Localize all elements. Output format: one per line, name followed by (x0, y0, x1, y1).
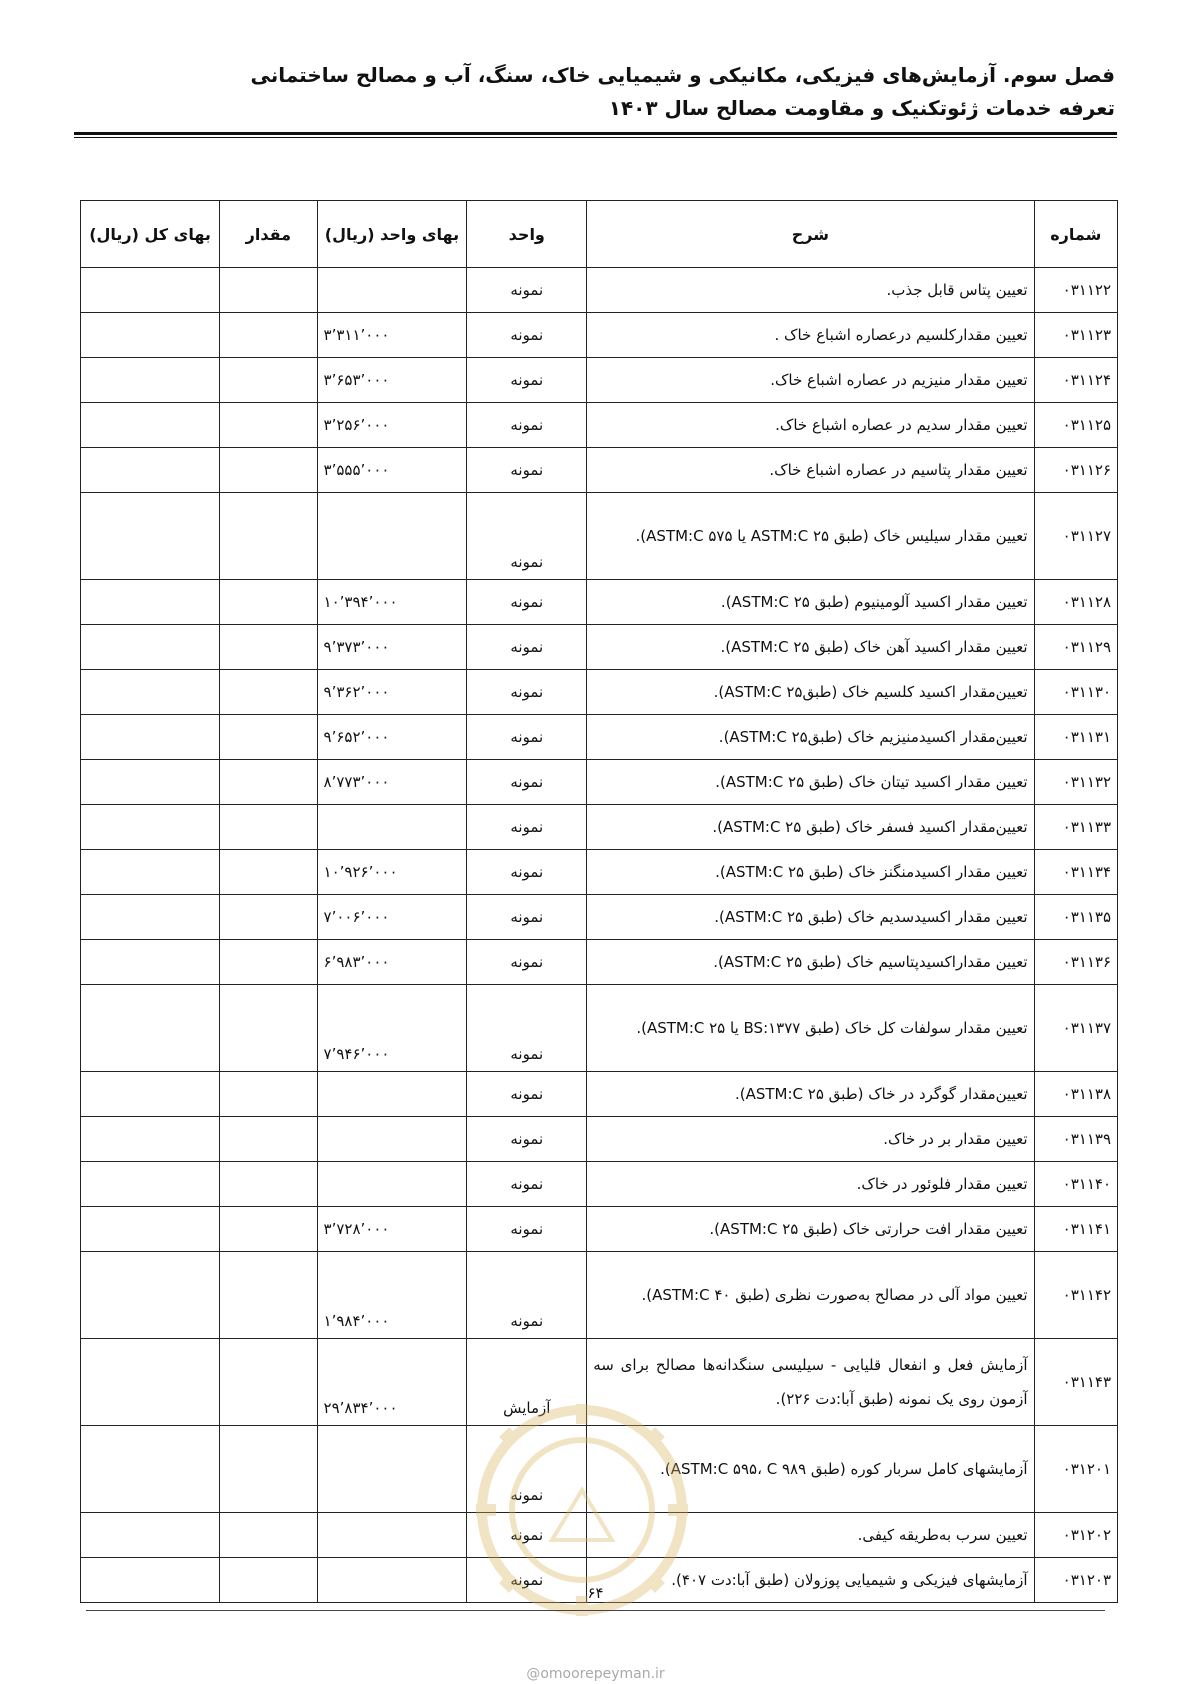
row-unit-price: ۹٬۶۵۲٬۰۰۰ (317, 715, 467, 760)
row-unit-price: ۹٬۳۷۳٬۰۰۰ (317, 625, 467, 670)
col-header-code: شماره (1034, 201, 1117, 268)
table-row (81, 1207, 1118, 1252)
table-row (81, 268, 1118, 313)
row-quantity (220, 1513, 317, 1558)
table-row (81, 715, 1118, 760)
row-unit-price: ۷٬۹۴۶٬۰۰۰ (317, 985, 467, 1072)
row-code: ۰۳۱۱۳۱ (1034, 715, 1117, 760)
row-code: ۰۳۱۱۲۲ (1034, 268, 1117, 313)
row-description: تعیین مواد آلی در مصالح به‌صورت نظری (طبق ASTM:C ۴۰). (587, 1252, 1034, 1339)
row-total (81, 493, 220, 580)
page-number: ۶۴ (587, 1584, 604, 1602)
chapter-title: فصل سوم. آزمایش‌های فیزیکی، مکانیکی و شیمیایی خاک، سنگ، آب و مصالح ساختمانی (250, 63, 1115, 87)
row-total (81, 313, 220, 358)
row-quantity (220, 448, 317, 493)
row-unit-price (317, 1426, 467, 1513)
table-row (81, 805, 1118, 850)
row-unit: نمونه (467, 268, 587, 313)
row-quantity (220, 805, 317, 850)
table-row (81, 985, 1118, 1072)
row-code: ۰۳۱۲۰۲ (1034, 1513, 1117, 1558)
row-quantity (220, 940, 317, 985)
row-total (81, 1162, 220, 1207)
row-total (81, 805, 220, 850)
row-quantity (220, 670, 317, 715)
watermark-site: @omoorepeyman.ir (526, 1666, 665, 1682)
table-row (81, 358, 1118, 403)
row-total (81, 985, 220, 1072)
row-unit-price: ۳٬۶۵۳٬۰۰۰ (317, 358, 467, 403)
row-unit: آزمایش (467, 1339, 587, 1426)
row-quantity (220, 1072, 317, 1117)
row-code: ۰۳۱۱۲۷ (1034, 493, 1117, 580)
row-quantity (220, 985, 317, 1072)
table-row (81, 1117, 1118, 1162)
row-code: ۰۳۱۱۳۳ (1034, 805, 1117, 850)
tariff-table (80, 200, 1118, 1603)
row-total (81, 850, 220, 895)
row-description: تعیین مقدارکلسیم درعصاره اشباع خاک . (587, 313, 1034, 358)
row-unit-price: ۹٬۳۶۲٬۰۰۰ (317, 670, 467, 715)
header-rule-thick (74, 132, 1117, 135)
row-code: ۰۳۱۱۲۹ (1034, 625, 1117, 670)
row-code: ۰۳۱۱۲۸ (1034, 580, 1117, 625)
row-total (81, 1339, 220, 1426)
row-code: ۰۳۱۱۳۰ (1034, 670, 1117, 715)
row-unit-price: ۱۰٬۹۲۶٬۰۰۰ (317, 850, 467, 895)
row-unit: نمونه (467, 1513, 587, 1558)
table-row (81, 625, 1118, 670)
row-quantity (220, 625, 317, 670)
table-row (81, 448, 1118, 493)
row-quantity (220, 268, 317, 313)
table-row (81, 940, 1118, 985)
row-unit: نمونه (467, 850, 587, 895)
row-unit-price: ۱۰٬۳۹۴٬۰۰۰ (317, 580, 467, 625)
row-unit: نمونه (467, 760, 587, 805)
row-description: آزمایشهای کامل سربار کوره (طبق ASTM:C ۵۹۵، C ۹۸۹). (587, 1426, 1034, 1513)
row-quantity (220, 760, 317, 805)
row-unit: نمونه (467, 670, 587, 715)
row-code: ۰۳۱۲۰۱ (1034, 1426, 1117, 1513)
row-code: ۰۳۱۱۳۷ (1034, 985, 1117, 1072)
row-total (81, 268, 220, 313)
row-code: ۰۳۱۱۳۹ (1034, 1117, 1117, 1162)
row-total (81, 358, 220, 403)
row-unit-price (317, 1072, 467, 1117)
row-quantity (220, 1207, 317, 1252)
tariff-title: تعرفه خدمات ژئوتکنیک و مقاومت مصالح سال ۱۴۰۳ (608, 96, 1115, 120)
row-quantity (220, 1339, 317, 1426)
row-unit-price (317, 1513, 467, 1558)
row-unit: نمونه (467, 313, 587, 358)
row-quantity (220, 580, 317, 625)
table-row (81, 403, 1118, 448)
row-unit: نمونه (467, 403, 587, 448)
row-description: تعیین پتاس قابل جذب. (587, 268, 1034, 313)
row-description: تعیین سرب به‌طریقه کیفی. (587, 1513, 1034, 1558)
row-total (81, 1426, 220, 1513)
header-rule-thin (74, 137, 1117, 138)
table-row (81, 1162, 1118, 1207)
row-code: ۰۳۱۱۴۳ (1034, 1339, 1117, 1426)
row-total (81, 940, 220, 985)
row-unit-price: ۳٬۳۱۱٬۰۰۰ (317, 313, 467, 358)
row-unit: نمونه (467, 1558, 587, 1603)
row-unit-price: ۷٬۰۰۶٬۰۰۰ (317, 895, 467, 940)
table-row (81, 670, 1118, 715)
row-unit-price: ۳٬۷۲۸٬۰۰۰ (317, 1207, 467, 1252)
row-description: تعیین‌مقدار اکسید کلسیم خاک (طبق‌ASTM:C ۲۵). (587, 670, 1034, 715)
row-unit: نمونه (467, 1162, 587, 1207)
row-total (81, 1117, 220, 1162)
row-total (81, 760, 220, 805)
row-code: ۰۳۱۱۲۳ (1034, 313, 1117, 358)
row-quantity (220, 358, 317, 403)
row-total (81, 895, 220, 940)
row-code: ۰۳۱۱۳۶ (1034, 940, 1117, 985)
row-unit: نمونه (467, 625, 587, 670)
table-row (81, 895, 1118, 940)
row-code: ۰۳۱۱۴۲ (1034, 1252, 1117, 1339)
row-unit-price (317, 1117, 467, 1162)
row-total (81, 403, 220, 448)
row-description: تعیین مقدار سولفات کل خاک (طبق BS:۱۳۷۷ یا ASTM:C ۲۵). (587, 985, 1034, 1072)
col-header-total: بهای کل (ریال) (81, 201, 220, 268)
row-unit-price: ۶٬۹۸۳٬۰۰۰ (317, 940, 467, 985)
row-unit-price: ۸٬۷۷۳٬۰۰۰ (317, 760, 467, 805)
row-description: تعیین‌مقدار اکسیدمنیزیم خاک (طبق‌ASTM:C ۲۵). (587, 715, 1034, 760)
row-code: ۰۳۱۲۰۳ (1034, 1558, 1117, 1603)
col-header-unit-price: بهای واحد (ریال) (317, 201, 467, 268)
row-code: ۰۳۱۱۲۵ (1034, 403, 1117, 448)
table-row (81, 1252, 1118, 1339)
row-code: ۰۳۱۱۳۵ (1034, 895, 1117, 940)
row-total (81, 670, 220, 715)
row-unit: نمونه (467, 1072, 587, 1117)
row-description: تعیین مقدار اکسید آلومینیوم (طبق ASTM:C ۲۵). (587, 580, 1034, 625)
row-description: تعیین مقدار منیزیم در عصاره اشباع خاک. (587, 358, 1034, 403)
table-row (81, 760, 1118, 805)
row-total (81, 1072, 220, 1117)
row-description: تعیین مقدار بر در خاک. (587, 1117, 1034, 1162)
row-description: تعیین مقدار اکسید تیتان خاک (طبق ASTM:C ۲۵). (587, 760, 1034, 805)
row-description: تعیین‌مقدار اکسید فسفر خاک (طبق ASTM:C ۲۵). (587, 805, 1034, 850)
row-unit: نمونه (467, 985, 587, 1072)
row-quantity (220, 895, 317, 940)
row-unit: نمونه (467, 805, 587, 850)
row-total (81, 715, 220, 760)
row-description: تعیین مقدار افت حرارتی خاک (طبق ASTM:C ۲۵). (587, 1207, 1034, 1252)
footer-rule (86, 1610, 1105, 1611)
row-description: تعیین مقدار اکسیدمنگنز خاک (طبق ASTM:C ۲۵). (587, 850, 1034, 895)
row-unit: نمونه (467, 940, 587, 985)
row-unit: نمونه (467, 715, 587, 760)
row-unit: نمونه (467, 895, 587, 940)
row-code: ۰۳۱۱۳۲ (1034, 760, 1117, 805)
row-description: تعیین مقدار سیلیس خاک (طبق ASTM:C ۲۵ یا ASTM:C ۵۷۵). (587, 493, 1034, 580)
col-header-unit: واحد (467, 201, 587, 268)
table-row (81, 493, 1118, 580)
row-unit: نمونه (467, 358, 587, 403)
row-total (81, 1252, 220, 1339)
row-quantity (220, 1426, 317, 1513)
row-unit: نمونه (467, 448, 587, 493)
row-quantity (220, 313, 317, 358)
page-header (76, 58, 1115, 124)
row-quantity (220, 403, 317, 448)
row-description: تعیین مقدار سدیم در عصاره اشباع خاک. (587, 403, 1034, 448)
row-unit: نمونه (467, 1117, 587, 1162)
table-header-row (81, 201, 1118, 268)
row-total (81, 580, 220, 625)
row-description: آزمایش فعل و انفعال قلیایی - سیلیسی سنگدانه‌ها مصالح برای سه آزمون روی یک نمونه (طبق آبا:دت ۲۲۶). (587, 1339, 1034, 1426)
row-quantity (220, 1117, 317, 1162)
row-quantity (220, 493, 317, 580)
row-code: ۰۳۱۱۲۴ (1034, 358, 1117, 403)
row-quantity (220, 850, 317, 895)
table-row (81, 1072, 1118, 1117)
row-description: تعیین مقداراکسیدپتاسیم خاک (طبق ASTM:C ۲۵). (587, 940, 1034, 985)
row-unit-price (317, 805, 467, 850)
row-quantity (220, 715, 317, 760)
row-code: ۰۳۱۱۳۴ (1034, 850, 1117, 895)
row-unit-price (317, 268, 467, 313)
row-unit: نمونه (467, 1252, 587, 1339)
row-unit: نمونه (467, 1207, 587, 1252)
row-description: تعیین مقدار پتاسیم در عصاره اشباع خاک. (587, 448, 1034, 493)
row-unit-price (317, 1162, 467, 1207)
col-header-qty: مقدار (220, 201, 317, 268)
col-header-desc: شرح (587, 201, 1034, 268)
row-description: تعیین مقدار اکسید آهن خاک (طبق ASTM:C ۲۵). (587, 625, 1034, 670)
row-unit-price: ۳٬۲۵۶٬۰۰۰ (317, 403, 467, 448)
table-row (81, 580, 1118, 625)
row-quantity (220, 1162, 317, 1207)
row-unit-price (317, 493, 467, 580)
row-description: تعیین‌مقدار گوگرد در خاک (طبق ASTM:C ۲۵). (587, 1072, 1034, 1117)
row-unit-price: ۱٬۹۸۴٬۰۰۰ (317, 1252, 467, 1339)
row-unit-price: ۳٬۵۵۵٬۰۰۰ (317, 448, 467, 493)
row-code: ۰۳۱۱۴۱ (1034, 1207, 1117, 1252)
row-code: ۰۳۱۱۲۶ (1034, 448, 1117, 493)
row-unit: نمونه (467, 493, 587, 580)
row-unit: نمونه (467, 1426, 587, 1513)
row-description: تعیین مقدار فلوئور در خاک. (587, 1162, 1034, 1207)
table-row (81, 850, 1118, 895)
row-unit: نمونه (467, 580, 587, 625)
row-description: تعیین مقدار اکسیدسدیم خاک (طبق ASTM:C ۲۵). (587, 895, 1034, 940)
row-code: ۰۳۱۱۳۸ (1034, 1072, 1117, 1117)
table-row (81, 313, 1118, 358)
row-code: ۰۳۱۱۴۰ (1034, 1162, 1117, 1207)
row-total (81, 448, 220, 493)
row-total (81, 1207, 220, 1252)
row-quantity (220, 1252, 317, 1339)
row-total (81, 1513, 220, 1558)
row-description: آزمایشهای فیزیکی و شیمیایی پوزولان (طبق آبا:دت ۴۰۷). (587, 1558, 1034, 1603)
row-unit-price: ۲۹٬۸۳۴٬۰۰۰ (317, 1339, 467, 1426)
row-total (81, 625, 220, 670)
